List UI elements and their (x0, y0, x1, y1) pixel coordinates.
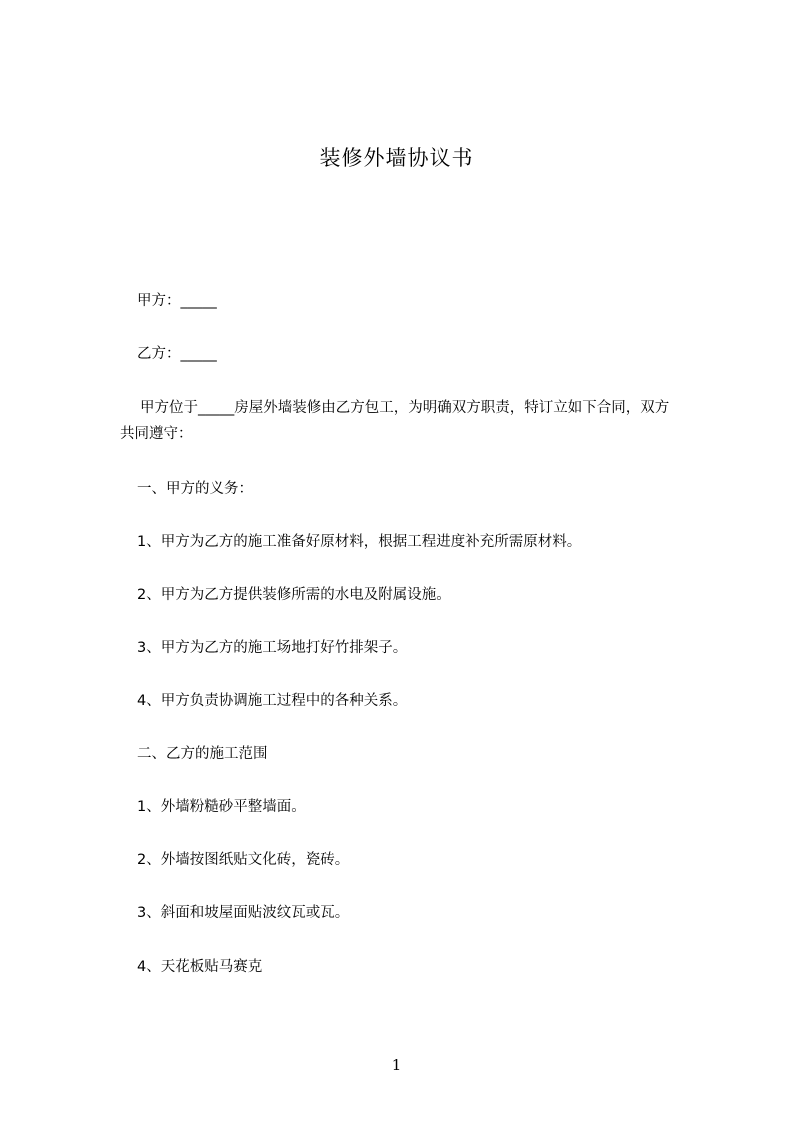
section-2-heading: 二、乙方的施工范围 (137, 746, 268, 762)
document-title: 装修外墙协议书 (319, 146, 474, 170)
intro-paragraph: 甲方位于_____房屋外墙装修由乙方包工，为明确双方职责，特订立如下合同，双方共同遵守： (120, 400, 670, 442)
section-2-item: 3、斜面和坡屋面贴波纹瓦或瓦。 (137, 905, 350, 921)
section-1-item: 4、甲方负责协调施工过程中的各种关系。 (137, 693, 408, 709)
section-2-item: 4、天花板贴马赛克 (137, 959, 263, 975)
page-number: 1 (391, 1056, 402, 1074)
section-1-heading: 一、甲方的义务： (137, 481, 253, 497)
section-2-item: 2、外墙按图纸贴文化砖，瓷砖。 (137, 852, 350, 868)
party-b-line: 乙方：_____ (137, 346, 217, 362)
section-1-item: 2、甲方为乙方提供装修所需的水电及附属设施。 (137, 587, 451, 603)
section-1-item: 3、甲方为乙方的施工场地打好竹排架子。 (137, 640, 408, 656)
party-a-line: 甲方：_____ (137, 293, 217, 309)
section-2-item: 1、外墙粉糙砂平整墙面。 (137, 799, 306, 815)
section-1-item: 1、甲方为乙方的施工准备好原材料，根据工程进度补充所需原材料。 (137, 534, 582, 550)
